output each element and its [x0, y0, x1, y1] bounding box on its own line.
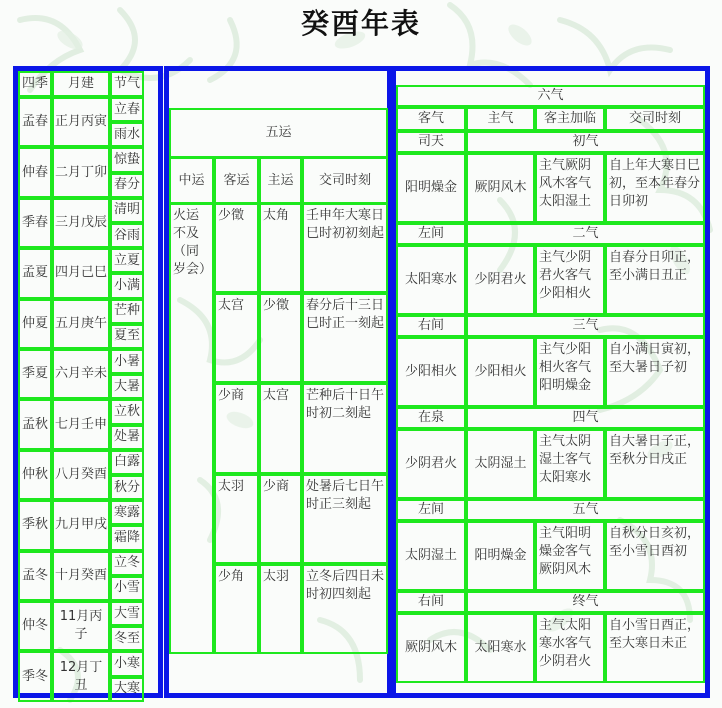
qi-position-cell: 司天	[396, 131, 466, 153]
jialin-cell: 主气阳明燥金客气厥阴风木	[535, 521, 605, 591]
month-cell: 十月癸酉	[52, 551, 110, 601]
month-cell: 11月丙子	[52, 601, 110, 651]
jiaosi-time-cell: 壬申年大寒日巳时初初刻起	[302, 203, 388, 293]
qi-time-cell: 自小满日寅初，至大暑日子初	[605, 337, 705, 407]
qi-time-cell: 自春分日卯正，至小满日丑正	[605, 245, 705, 315]
solar-term-cell: 白露	[110, 450, 144, 475]
qi-time-cell: 自秋分日亥初，至小雪日酉初	[605, 521, 705, 591]
liuqi-header-cell: 主气	[466, 107, 535, 131]
solar-term-cell: 大雪	[110, 601, 144, 626]
month-cell: 七月壬申	[52, 399, 110, 449]
season-cell: 孟冬	[18, 551, 52, 601]
qi-position-cell: 左间	[396, 223, 466, 245]
keqi-cell: 阳明燥金	[396, 153, 466, 223]
liuqi-panel	[391, 66, 710, 698]
left-header-cell: 月建	[52, 71, 110, 97]
solar-term-cell: 小寒	[110, 651, 144, 676]
solar-term-cell: 芒种	[110, 299, 144, 324]
qi-name-cell: 三气	[466, 315, 705, 337]
solar-term-cell: 夏至	[110, 324, 144, 349]
qi-name-cell: 二气	[466, 223, 705, 245]
month-cell: 正月丙寅	[52, 97, 110, 147]
keyun-cell: 少商	[214, 383, 259, 473]
liuqi-title: 六气	[396, 85, 705, 107]
keyun-cell: 太宫	[214, 293, 259, 383]
zhuqi-cell: 太阴湿土	[466, 429, 535, 499]
zhuqi-cell: 阳明燥金	[466, 521, 535, 591]
solar-term-cell: 立夏	[110, 248, 144, 273]
solar-term-cell: 惊蛰	[110, 147, 144, 172]
qi-name-cell: 终气	[466, 591, 705, 613]
solar-term-cell: 秋分	[110, 475, 144, 500]
keyun-cell: 少徵	[214, 203, 259, 293]
season-cell: 仲春	[18, 147, 52, 197]
keqi-cell: 太阴湿土	[396, 521, 466, 591]
jiaosi-time-cell: 春分后十三日巳时正一刻起	[302, 293, 388, 383]
solar-term-cell: 冬至	[110, 626, 144, 651]
season-cell: 季冬	[18, 651, 52, 701]
wuyun-header-cell: 交司时刻	[302, 157, 388, 204]
month-cell: 四月己巳	[52, 248, 110, 298]
jialin-cell: 主气少阴君火客气少阳相火	[535, 245, 605, 315]
zhuyun-cell: 少商	[259, 474, 302, 564]
season-cell: 仲秋	[18, 450, 52, 500]
keqi-cell: 少阳相火	[396, 337, 466, 407]
liuqi-header-cell: 客主加临	[535, 107, 605, 131]
solar-term-cell: 春分	[110, 173, 144, 198]
solar-term-cell: 小暑	[110, 349, 144, 374]
qi-time-cell: 自大暑日子正，至秋分日戌正	[605, 429, 705, 499]
left-header-cell: 四季	[18, 71, 52, 97]
solar-term-cell: 寒露	[110, 500, 144, 525]
jiaosi-time-cell: 立冬后四日未时初四刻起	[302, 564, 388, 654]
keqi-cell: 太阳寒水	[396, 245, 466, 315]
solar-term-cell: 立冬	[110, 551, 144, 576]
month-cell: 12月丁丑	[52, 651, 110, 701]
qi-position-cell: 右间	[396, 315, 466, 337]
qi-time-cell: 自上年大寒日巳初，至本年春分日卯初	[605, 153, 705, 223]
keqi-cell: 少阴君火	[396, 429, 466, 499]
month-cell: 六月辛未	[52, 349, 110, 399]
zhuyun-cell: 太角	[259, 203, 302, 293]
wuyun-title: 五运	[169, 108, 388, 158]
zhuqi-cell: 少阴君火	[466, 245, 535, 315]
season-cell: 季春	[18, 198, 52, 248]
calendar-panel	[13, 66, 163, 698]
solar-term-cell: 雨水	[110, 122, 144, 147]
qi-name-cell: 初气	[466, 131, 705, 153]
season-cell: 仲冬	[18, 601, 52, 651]
jialin-cell: 主气少阳相火客气阳明燥金	[535, 337, 605, 407]
solar-term-cell: 清明	[110, 198, 144, 223]
season-cell: 季夏	[18, 349, 52, 399]
keqi-cell: 厥阴风木	[396, 613, 466, 683]
solar-term-cell: 立春	[110, 97, 144, 122]
jialin-cell: 主气太阳寒水客气少阴君火	[535, 613, 605, 683]
qi-position-cell: 左间	[396, 499, 466, 521]
left-header-cell: 节气	[110, 71, 144, 97]
zhuyun-cell: 太宫	[259, 383, 302, 473]
season-cell: 孟夏	[18, 248, 52, 298]
jialin-cell: 主气厥阴风木客气太阳湿土	[535, 153, 605, 223]
month-cell: 二月丁卯	[52, 147, 110, 197]
season-cell: 孟春	[18, 97, 52, 147]
liuqi-header-cell: 交司时刻	[605, 107, 705, 131]
zhuqi-cell: 太阳寒水	[466, 613, 535, 683]
solar-term-cell: 处暑	[110, 425, 144, 450]
solar-term-cell: 霜降	[110, 525, 144, 550]
wuyun-header-cell: 中运	[169, 157, 214, 204]
jialin-cell: 主气太阴湿土客气太阳寒水	[535, 429, 605, 499]
zhongyun-cell: 火运不及（同岁会）	[169, 203, 214, 654]
qi-name-cell: 四气	[466, 407, 705, 429]
qi-name-cell: 五气	[466, 499, 705, 521]
wuyun-panel	[164, 66, 392, 698]
keyun-cell: 少角	[214, 564, 259, 654]
qi-position-cell: 在泉	[396, 407, 466, 429]
zhuqi-cell: 少阳相火	[466, 337, 535, 407]
zhuqi-cell: 厥阴风木	[466, 153, 535, 223]
wuyun-header-cell: 客运	[214, 157, 259, 204]
solar-term-cell: 立秋	[110, 399, 144, 424]
solar-term-cell: 大暑	[110, 374, 144, 399]
zhuyun-cell: 少徵	[259, 293, 302, 383]
keyun-cell: 太羽	[214, 474, 259, 564]
month-cell: 三月戊辰	[52, 198, 110, 248]
zhuyun-cell: 太羽	[259, 564, 302, 654]
season-cell: 仲夏	[18, 299, 52, 349]
solar-term-cell: 小雪	[110, 576, 144, 601]
solar-term-cell: 大寒	[110, 677, 144, 702]
jiaosi-time-cell: 芒种后十日午时初二刻起	[302, 383, 388, 473]
season-cell: 孟秋	[18, 399, 52, 449]
month-cell: 五月庚午	[52, 299, 110, 349]
wuyun-header-cell: 主运	[259, 157, 302, 204]
season-cell: 季秋	[18, 500, 52, 550]
solar-term-cell: 小满	[110, 273, 144, 298]
month-cell: 八月癸酉	[52, 450, 110, 500]
month-cell: 九月甲戌	[52, 500, 110, 550]
page-title: 癸酉年表	[300, 7, 421, 40]
qi-position-cell: 右间	[396, 591, 466, 613]
liuqi-header-cell: 客气	[396, 107, 466, 131]
jiaosi-time-cell: 处暑后七日午时正三刻起	[302, 474, 388, 564]
solar-term-cell: 谷雨	[110, 223, 144, 248]
qi-time-cell: 自小雪日酉正，至大寒日未正	[605, 613, 705, 683]
